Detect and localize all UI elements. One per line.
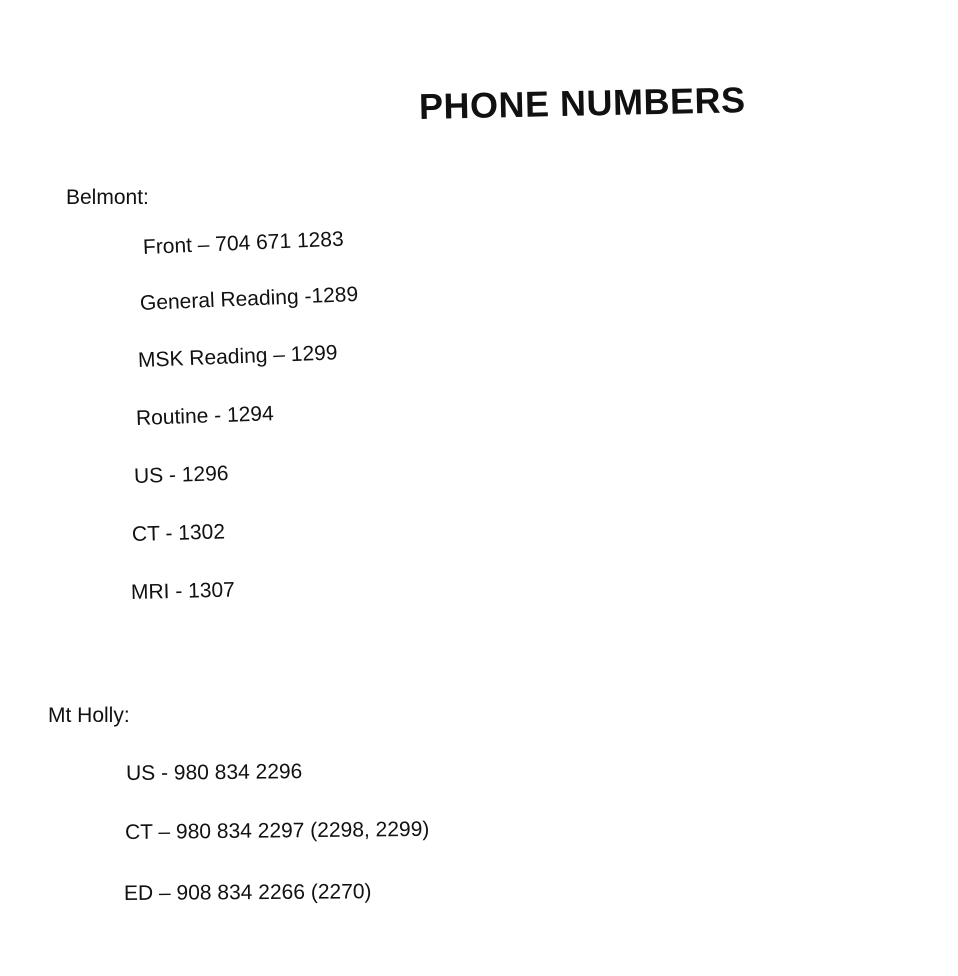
belmont-entry-ct: CT - 1302 xyxy=(131,520,226,546)
page-title: PHONE NUMBERS xyxy=(418,79,746,127)
belmont-entry-us: US - 1296 xyxy=(133,462,229,488)
section-heading-belmont: Belmont: xyxy=(66,186,149,209)
belmont-entry-routine: Routine - 1294 xyxy=(135,402,275,430)
belmont-entry-mri: MRI - 1307 xyxy=(130,578,236,604)
section-heading-mt-holly: Mt Holly: xyxy=(48,704,130,727)
belmont-entry-general-reading: General Reading -1289 xyxy=(139,282,359,315)
mt-holly-entry-us: US - 980 834 2296 xyxy=(125,760,303,785)
belmont-entry-msk-reading: MSK Reading – 1299 xyxy=(137,341,338,372)
belmont-entry-front: Front – 704 671 1283 xyxy=(142,227,345,259)
mt-holly-entry-ed: ED – 908 834 2266 (2270) xyxy=(123,880,372,905)
mt-holly-entry-ct: CT – 980 834 2297 (2298, 2299) xyxy=(124,817,430,844)
